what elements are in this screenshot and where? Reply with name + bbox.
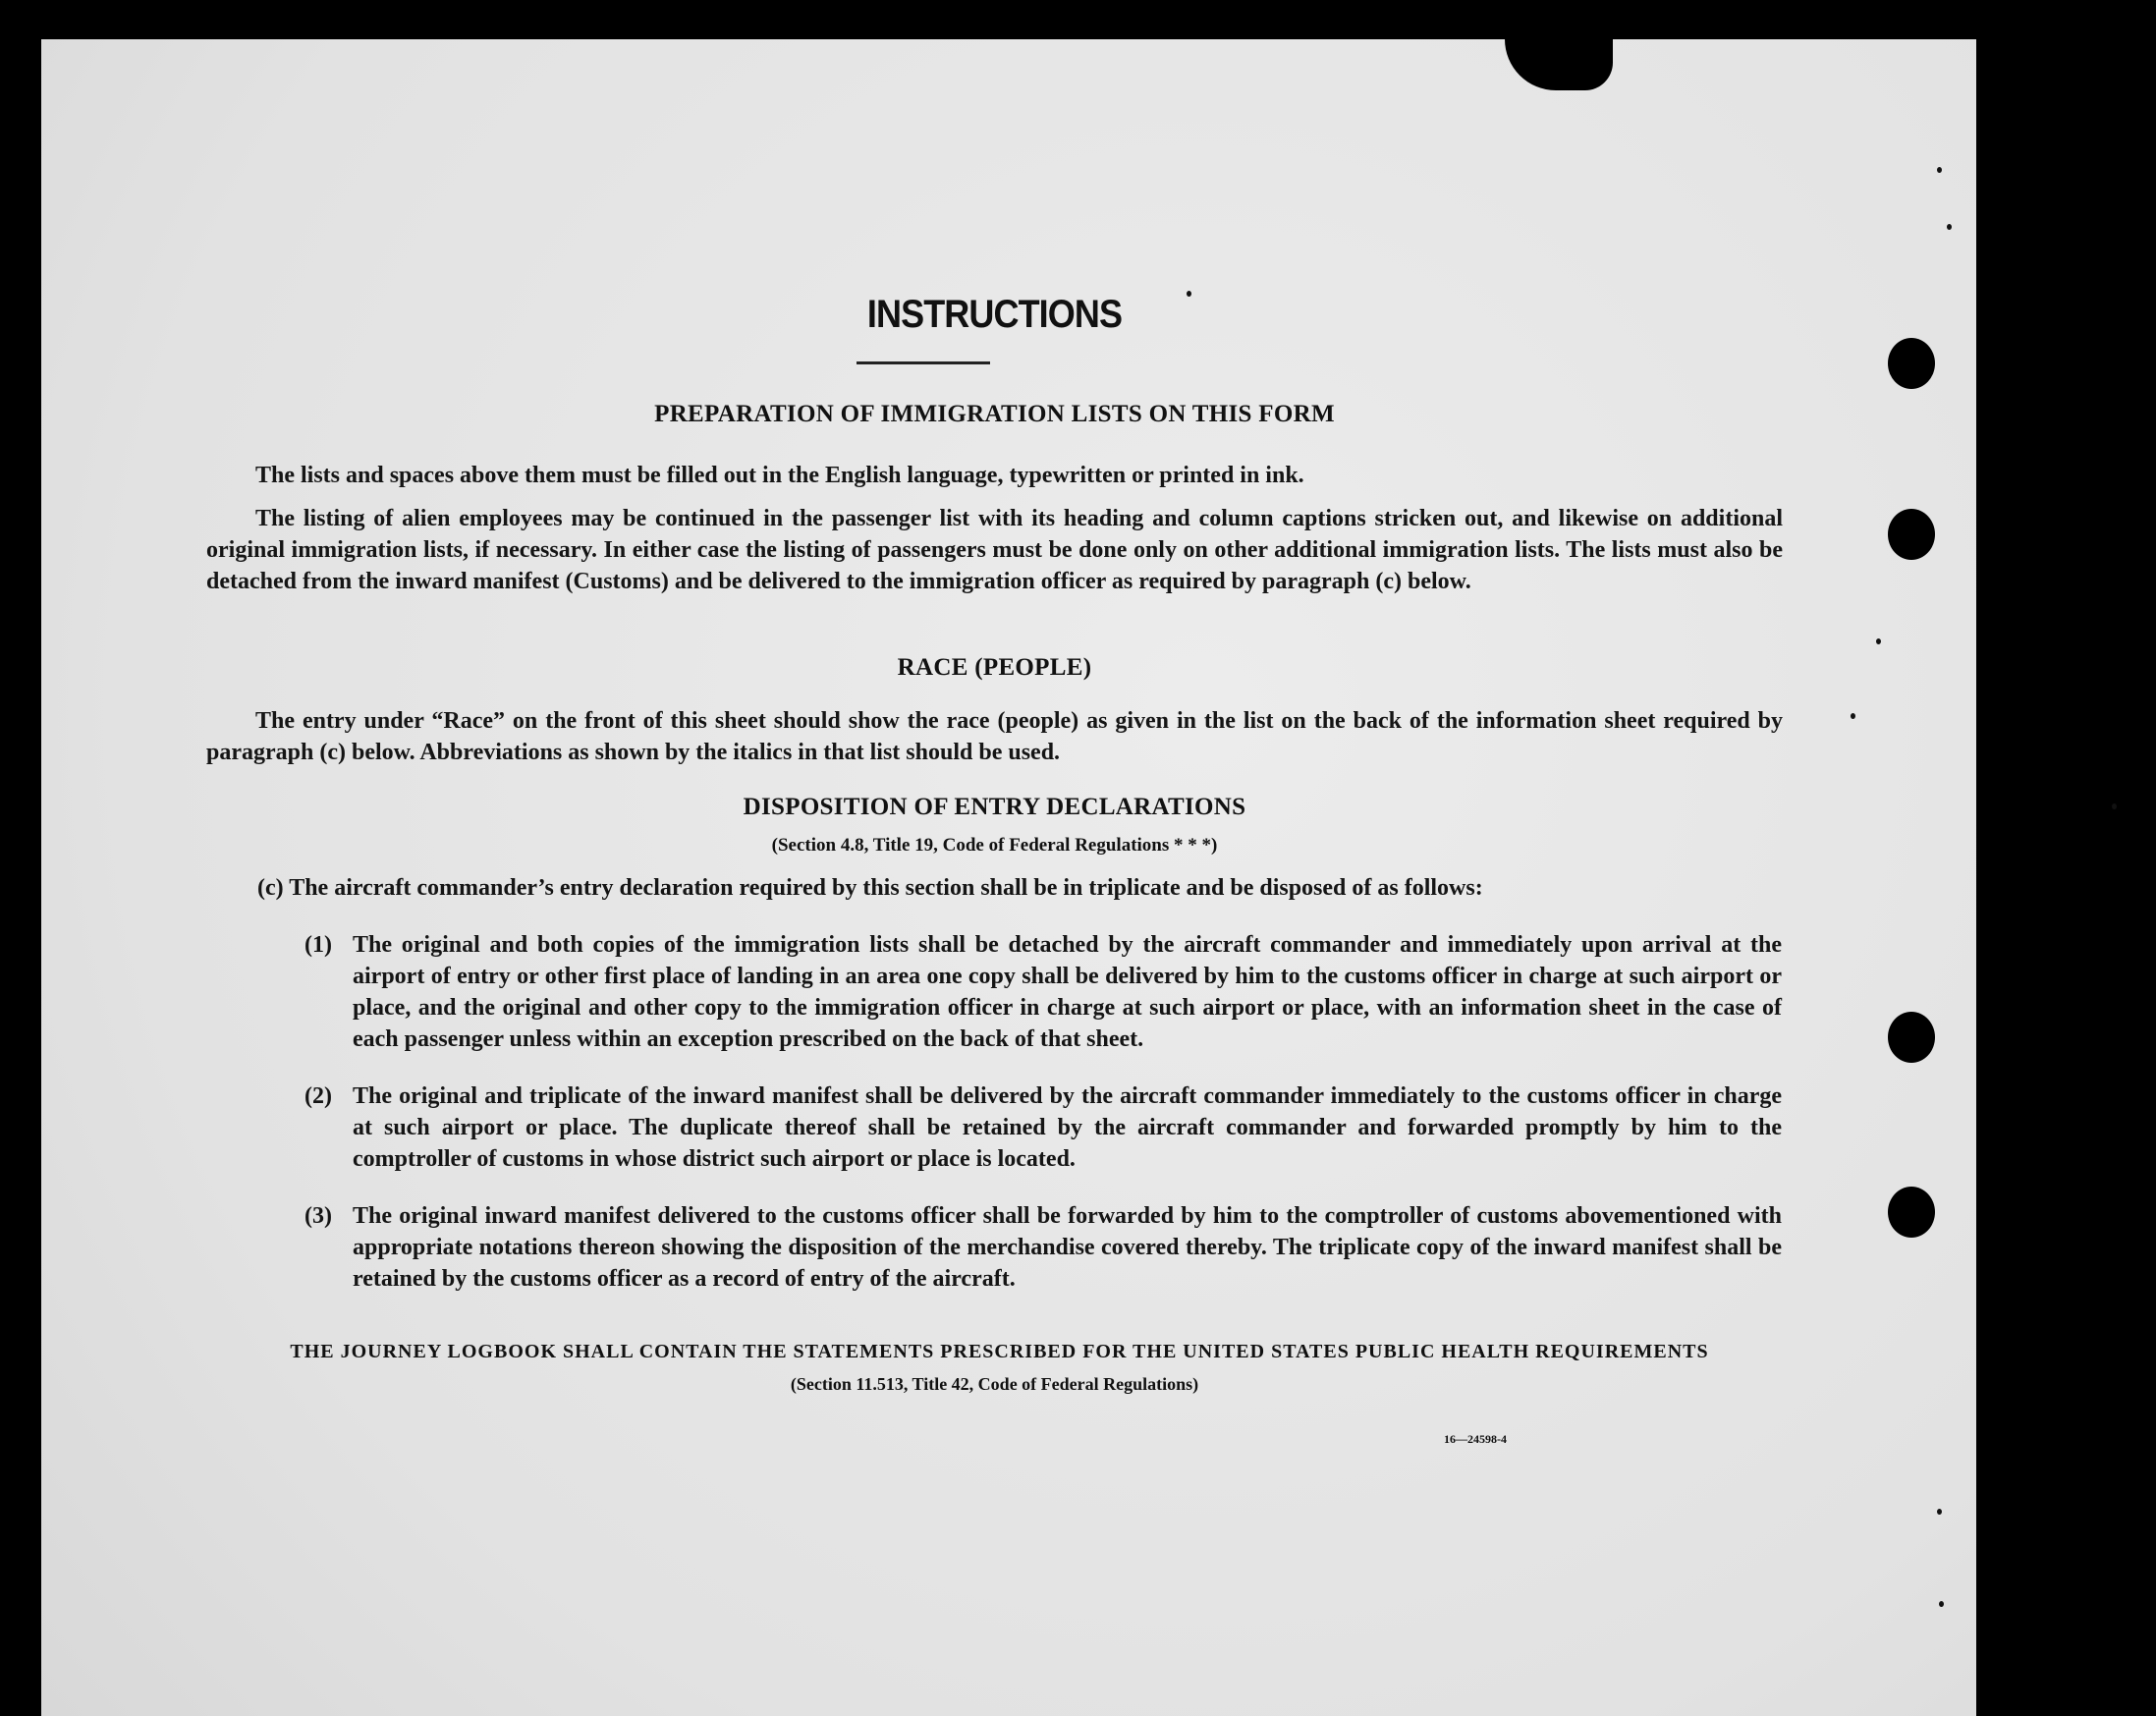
section-heading-disposition: DISPOSITION OF ENTRY DECLARATIONS: [743, 794, 1246, 820]
list-item: [304, 929, 1783, 1052]
paragraph-lists-english: The lists and spaces above them must be filled out in the English language, typewritten or printed in ink.: [255, 463, 1304, 488]
list-item-number: (2): [304, 1083, 332, 1109]
footer-statement: THE JOURNEY LOGBOOK SHALL CONTAIN THE STATEMENTS PRESCRIBED FOR THE UNITED STATES PUBLIC HEALTH REQUIREMENTS: [290, 1341, 1709, 1362]
footer-citation: (Section 11.513, Title 42, Code of Federal Regulations): [790, 1374, 1199, 1394]
title-underline: [857, 361, 990, 364]
list-item-number: (1): [304, 932, 332, 958]
list-item-number: (3): [304, 1203, 332, 1229]
section-heading-preparation: PREPARATION OF IMMIGRATION LISTS ON THIS FORM: [654, 401, 1335, 427]
page-title: INSTRUCTIONS: [866, 293, 1123, 336]
paragraph-disposition-intro: (c) The aircraft commander’s entry declaration required by this section shall be in triplicate and be disposed of as follows:: [257, 875, 1483, 901]
section-citation: (Section 4.8, Title 19, Code of Federal Regulations * * *): [771, 835, 1218, 856]
list-item: [304, 1200, 1783, 1299]
list-item-text: The original and triplicate of the inward manifest shall be delivered by the aircraft commander immediately to the customs officer in charge at such airport or place. The duplicate thereof shall be retained by the aircraft commander and forwarded promptly by him to the comptroller of customs in whose district such airport or place is located.: [353, 1083, 1782, 1172]
list-item-text: The original inward manifest delivered to the customs officer shall be forwarded by him to the comptroller of customs abovementioned with appropriate notations thereon showing the disposition of the merchandise covered thereby. The triplicate copy of the inward manifest shall be retained by the customs officer as a record of entry of the aircraft.: [353, 1203, 1782, 1292]
section-heading-race: RACE (PEOPLE): [897, 654, 1092, 681]
paragraph-race-entry: The entry under “Race” on the front of this sheet should show the race (people) as given in the list on the back of the information sheet required by paragraph (c) below. Abbreviations as shown by the italics in that list should be used.: [206, 708, 1783, 765]
form-number: 16—24598-4: [1444, 1432, 1507, 1446]
list-item-text: The original and both copies of the immigration lists shall be detached by the aircraft commander and immediately upon arrival at the airport of entry or other first place of landing in an area one copy shall be delivered by him to the customs officer in charge at such airport or place, and the original and other copy to the immigration officer in charge at such airport or place, with an information sheet in the case of each passenger unless within an exception prescribed on the back of that sheet.: [353, 932, 1782, 1052]
list-item: [304, 1080, 1783, 1179]
paragraph-alien-employees: The listing of alien employees may be continued in the passenger list with its heading and column captions stricken out, and likewise on additional original immigration lists, if necessary. In either case the listing of passengers must be done only on other additional immigration lists. The lists must also be detached from the inward manifest (Customs) and be delivered to the immigration officer as required by paragraph (c) below.: [206, 506, 1783, 594]
